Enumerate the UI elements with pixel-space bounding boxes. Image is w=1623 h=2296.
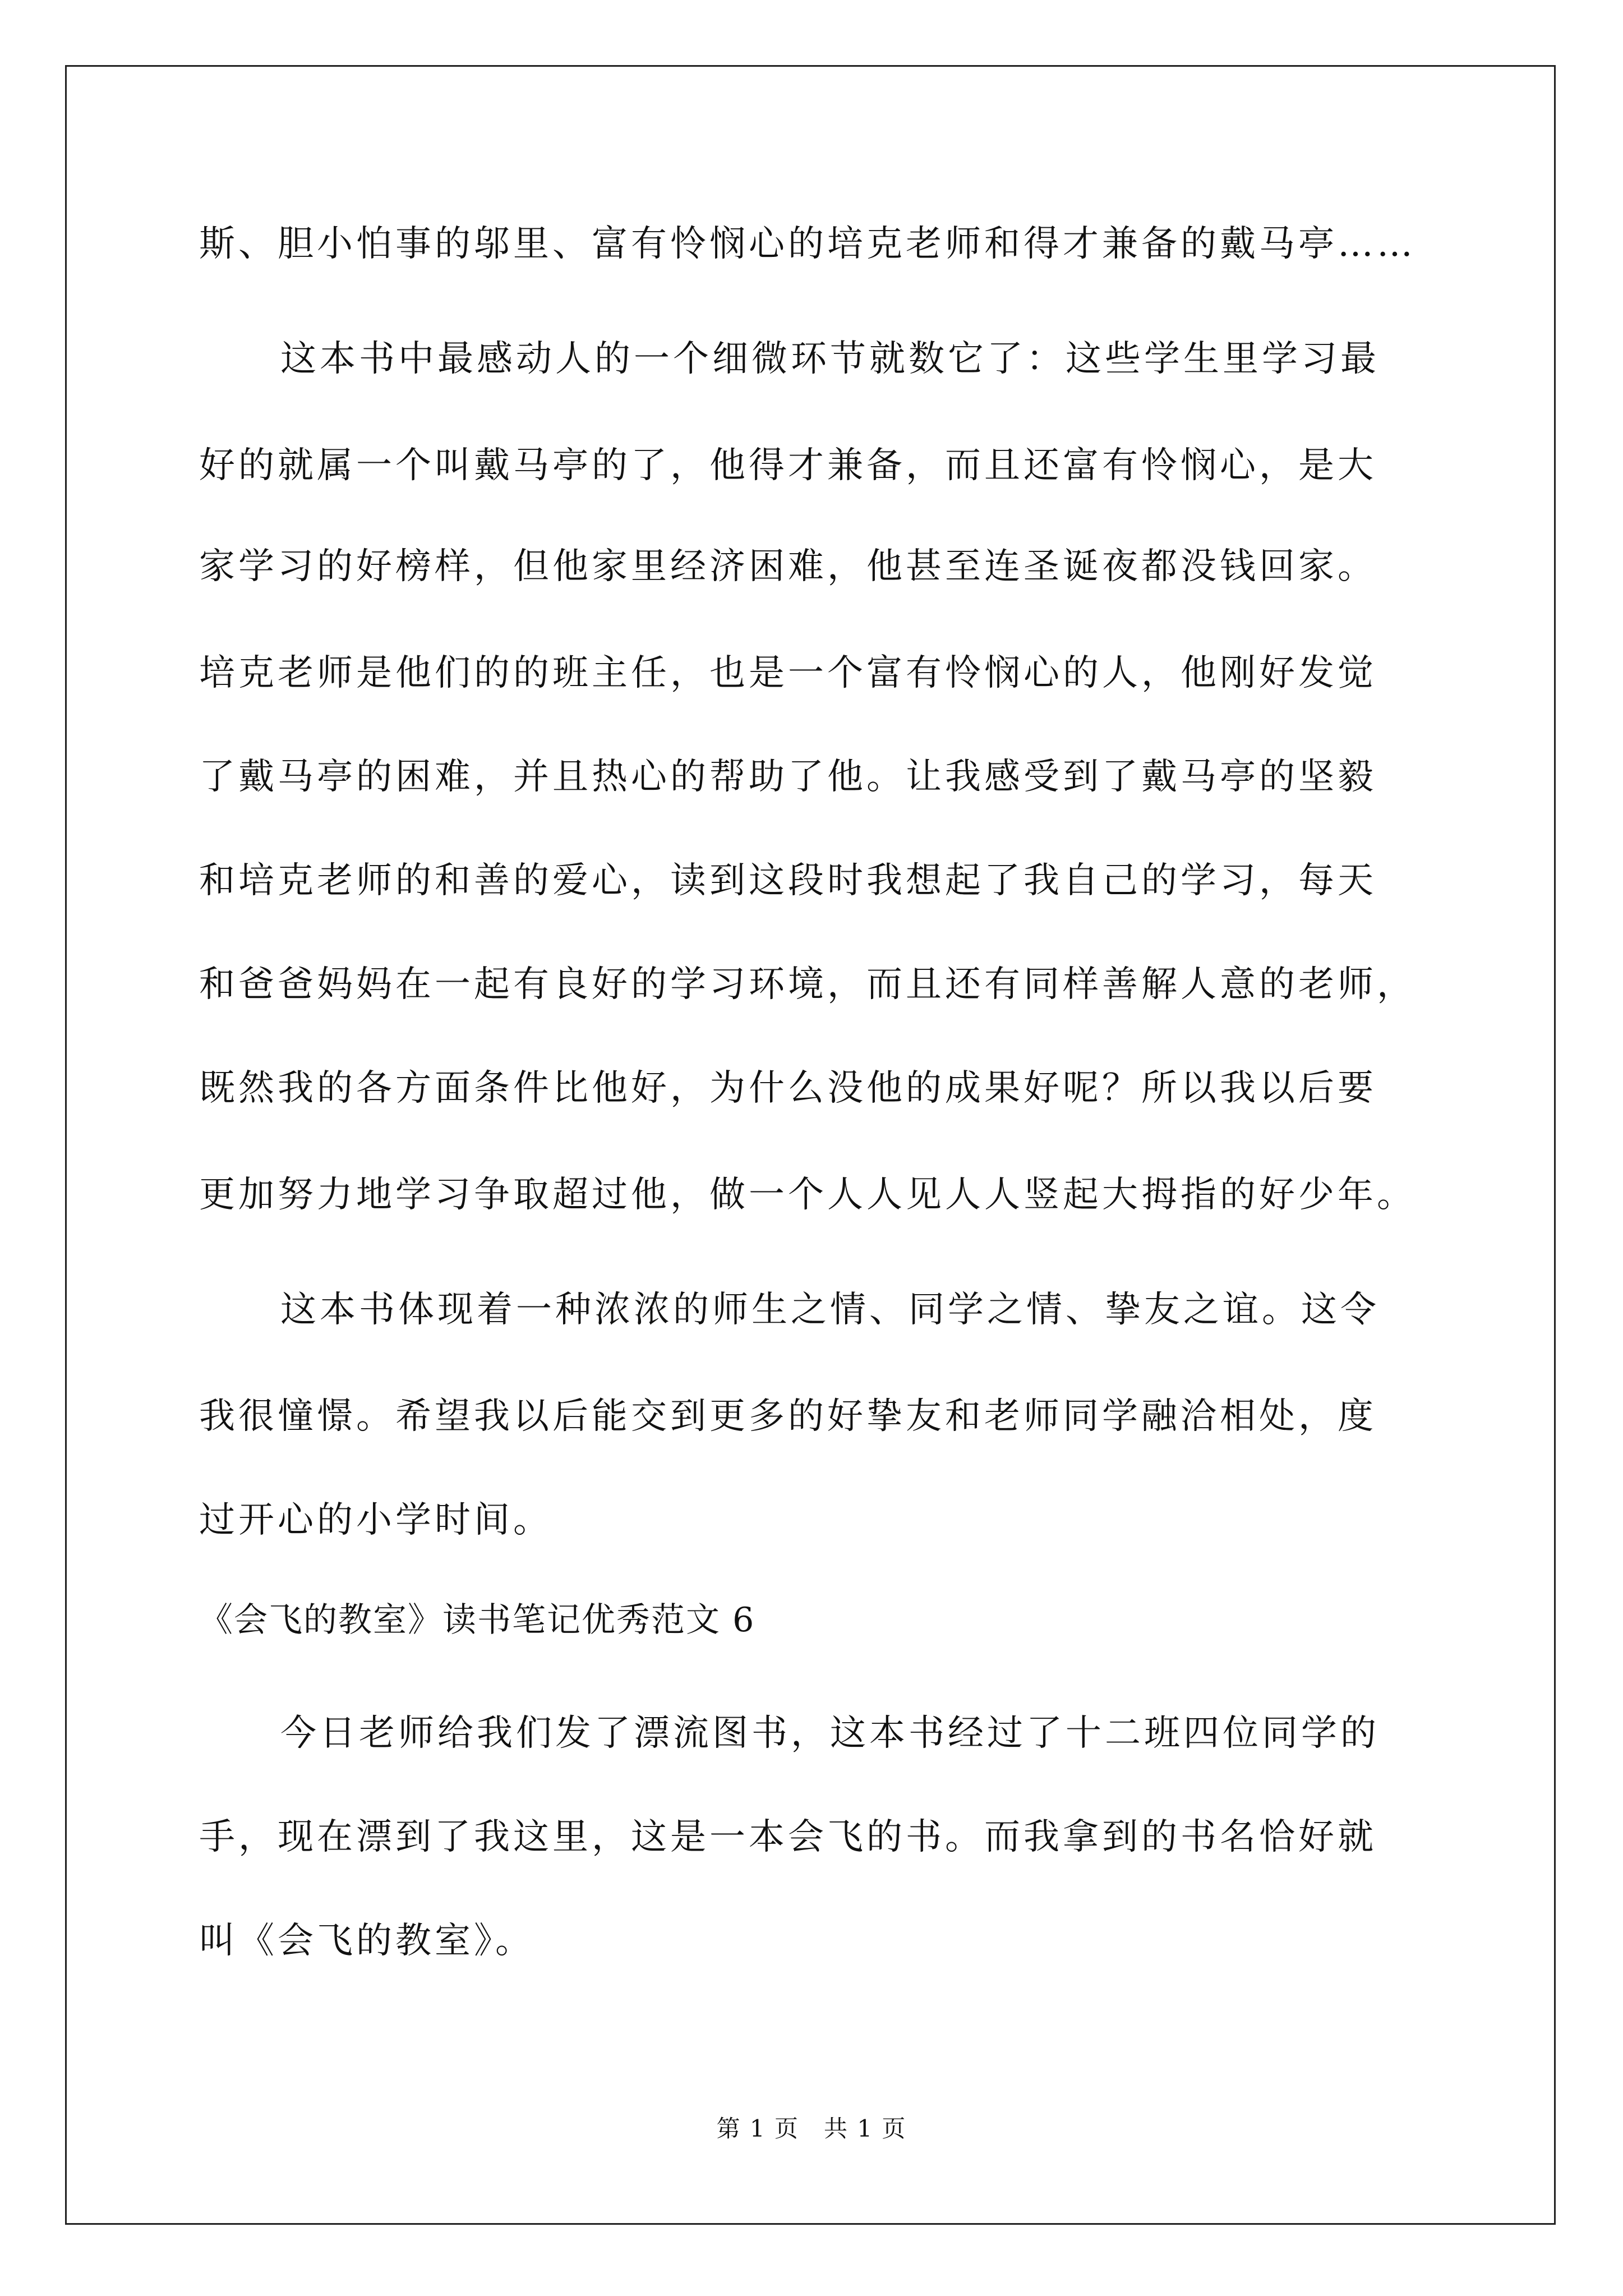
section-heading: 《会飞的教室》读书笔记优秀范文 6 (199, 1600, 755, 1640)
text-line: 更加努力地学习争取超过他，做一个人人见人人竖起大拇指的好少年。 (199, 1174, 1416, 1216)
page-border (65, 65, 1556, 2225)
text-line: 培克老师是他们的的班主任，也是一个富有怜悯心的人，他刚好发觉 (199, 652, 1377, 694)
text-line: 斯、胆小怕事的邬里、富有怜悯心的培克老师和得才兼备的戴马亭…… (199, 223, 1416, 265)
page-number-footer: 第 1 页 共 1 页 (716, 2115, 907, 2142)
paragraph-first-line: 这本书体现着一种浓浓的师生之情、同学之情、挚友之谊。这令 (280, 1289, 1380, 1331)
text-line: 过开心的小学时间。 (199, 1499, 552, 1541)
text-line: 叫《会飞的教室》。 (199, 1920, 534, 1962)
paragraph-first-line: 今日老师给我们发了漂流图书，这本书经过了十二班四位同学的 (280, 1713, 1380, 1754)
text-line: 好的就属一个叫戴马亭的了，他得才兼备，而且还富有怜悯心，是大 (199, 445, 1377, 486)
text-line: 和爸爸妈妈在一起有良好的学习环境，而且还有同样善解人意的老师， (199, 964, 1416, 1005)
text-line: 既然我的各方面条件比他好，为什么没他的成果好呢？所以我以后要 (199, 1068, 1377, 1109)
text-line: 手，现在漂到了我这里，这是一本会飞的书。而我拿到的书名恰好就 (199, 1816, 1377, 1858)
text-line: 和培克老师的和善的爱心，读到这段时我想起了我自己的学习，每天 (199, 860, 1377, 901)
paragraph-first-line: 这本书中最感动人的一个细微环节就数它了：这些学生里学习最 (280, 338, 1380, 380)
text-line: 家学习的好榜样，但他家里经济困难，他甚至连圣诞夜都没钱回家。 (199, 546, 1377, 587)
text-line: 我很憧憬。希望我以后能交到更多的好挚友和老师同学融洽相处，度 (199, 1396, 1377, 1437)
text-line: 了戴马亭的困难，并且热心的帮助了他。让我感受到了戴马亭的坚毅 (199, 756, 1377, 798)
